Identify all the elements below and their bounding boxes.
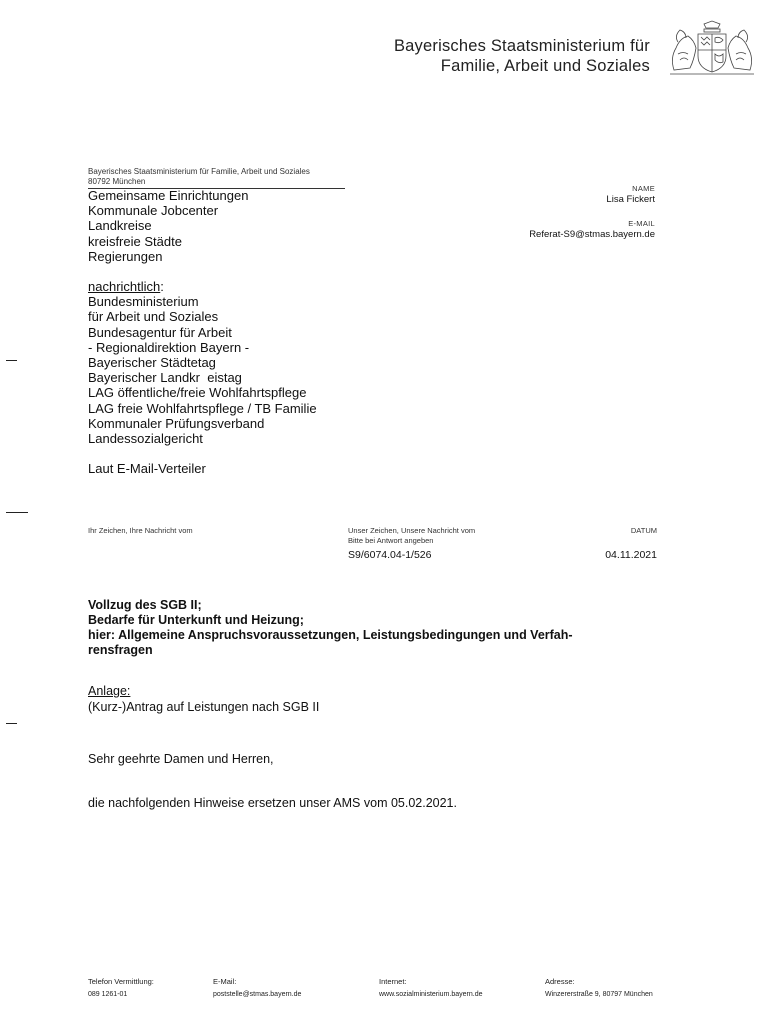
spacer	[529, 206, 655, 219]
fold-mark	[6, 723, 17, 724]
salutation: Sehr geehrte Damen und Herren,	[88, 752, 274, 766]
cc-item: Landessozialgericht	[88, 431, 203, 447]
contact-block	[529, 184, 655, 241]
cc-label: nachrichtlich	[88, 279, 161, 295]
cc-item: Bayerischer Städtetag	[88, 355, 216, 371]
cc-item: - Regionaldirektion Bayern -	[88, 339, 250, 355]
recipient-item: Kommunale Jobcenter	[88, 203, 219, 219]
date-value: 04.11.2021	[605, 549, 657, 561]
cc-item: Bundesagentur für Arbeit	[88, 324, 232, 340]
subject-line: hier: Allgemeine Anspruchsvoraussetzungen, Leistungsbedingungen und Verfah-	[88, 628, 573, 642]
recipient-item: kreisfreie Städte	[88, 233, 182, 249]
footer-phone	[88, 975, 154, 1001]
contact-email: Referat-S9@stmas.bayern.de	[529, 229, 655, 240]
footer-internet	[379, 975, 482, 1001]
ministry-name-line2: Familie, Arbeit und Soziales	[440, 57, 650, 75]
attachment-label: Anlage:	[88, 684, 131, 698]
bavarian-coat-of-arms-icon	[666, 20, 758, 76]
recipient-item: Regierungen	[88, 248, 163, 264]
spacer	[88, 446, 317, 461]
sender-address	[88, 167, 345, 189]
punch-mark	[6, 512, 28, 513]
sender-line2: 80792 München	[88, 177, 146, 186]
contact-name: Lisa Fickert	[606, 194, 655, 205]
cc-item: LAG öffentliche/freie Wohlfahrtspflege	[88, 385, 307, 401]
your-ref-label: Ihr Zeichen, Ihre Nachricht vom	[88, 526, 193, 535]
recipient-item: Gemeinsame Einrichtungen	[88, 188, 249, 203]
footer-label: Telefon Vermittlung:	[88, 977, 154, 986]
spacer	[88, 264, 317, 279]
footer-value: www.sozialministerium.bayern.de	[379, 991, 483, 998]
date-block	[605, 526, 657, 561]
footer-label: Internet:	[379, 977, 407, 986]
subject-line: rensfragen	[88, 643, 153, 657]
cc-item: Bundesministerium	[88, 294, 199, 310]
attachment-block	[88, 683, 319, 715]
footer-value: poststelle@stmas.bayern.de	[213, 991, 302, 998]
subject-line: Vollzug des SGB II;	[88, 598, 202, 612]
subject-block	[88, 598, 658, 658]
name-label: NAME	[632, 184, 655, 193]
footer-email	[213, 975, 301, 1001]
cc-heading: nachrichtlich:	[88, 279, 164, 295]
our-ref-label: Unser Zeichen, Unsere Nachricht vom	[348, 526, 476, 535]
ministry-header	[394, 36, 650, 76]
email-label: E-MAIL	[628, 219, 655, 228]
our-ref-hint: Bitte bei Antwort angeben	[348, 536, 434, 545]
footer-value: Winzererstraße 9, 80797 München	[545, 991, 653, 998]
distribution-note: Laut E-Mail-Verteiler	[88, 461, 206, 477]
recipient-item: Landkreise	[88, 218, 152, 234]
footer-address	[545, 975, 653, 1001]
sender-line1: Bayerisches Staatsministerium für Familie, Arbeit und Soziales	[88, 167, 310, 176]
body-paragraph: die nachfolgenden Hinweise ersetzen unser AMS vom 05.02.2021.	[88, 796, 457, 810]
date-label: DATUM	[630, 526, 657, 535]
footer-value: 089 1261-01	[88, 991, 128, 998]
ministry-name-line1: Bayerisches Staatsministerium für	[393, 37, 650, 55]
our-ref-block	[348, 526, 475, 561]
subject-line: Bedarfe für Unterkunft und Heizung;	[88, 613, 304, 627]
cc-item: LAG freie Wohlfahrtspflege / TB Familie	[88, 400, 317, 416]
footer-label: Adresse:	[545, 977, 575, 986]
cc-item: für Arbeit und Soziales	[88, 309, 219, 325]
cc-item: Bayerischer Landkr eistag	[88, 370, 242, 386]
recipient-block	[88, 188, 317, 476]
attachment-item: (Kurz-)Antrag auf Leistungen nach SGB II	[88, 700, 320, 714]
cc-item: Kommunaler Prüfungsverband	[88, 415, 265, 431]
footer-label: E-Mail:	[213, 977, 237, 986]
our-ref-value: S9/6074.04-1/526	[348, 549, 432, 561]
fold-mark	[6, 360, 17, 361]
